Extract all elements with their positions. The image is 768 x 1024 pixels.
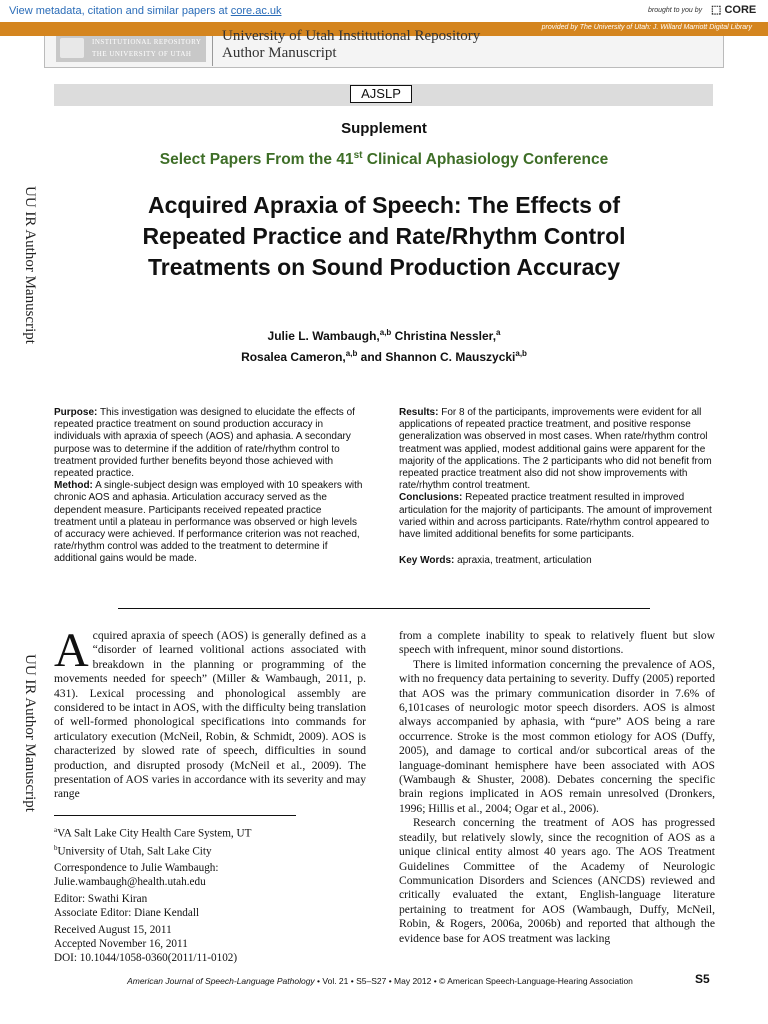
core-link-prefix: View metadata, citation and similar papers at [9,5,231,17]
footer-details: • Vol. 21 • S5–S27 • May 2012 • © American Speech-Language-Hearing Association [314,976,633,986]
abstract-method-text: A single-subject design was employed with 10 speakers with chronic AOS and aphasia. Articulation accuracy served as the dependent measure. Participants received repeated practice treatment until a plateau in performance was observed or high levels of accuracy were achieved. If performance criterion was not reached, rate/rhythm control was added to the treatment to determine if additional gains would be made. [54,480,363,565]
abstract-keywords [399,555,715,567]
abstract-right-column [399,407,715,567]
footnotes [54,823,366,965]
abstract-results [399,407,715,492]
abstract-keywords-label: Key Words: [399,555,455,567]
author-1: Julie L. Wambaugh, [267,329,380,343]
body-paragraph: There is limited information concerning the prevalence of AOS, with no frequency data pertaining to severity. Duffy (2005) reported that AOS was the primary communication disorder in 7.6% of 6,101cases of neurologic motor speech disorders. AOS is almost always accompanied by aphasia, with “pure” AOS being a rare occurrence. Stroke is the most common etiology for AOS (Duffy, 2005), and damage to cortical and/or subcortical areas of the language-dominant hemisphere have been associated with AOS (Wambaugh & Shuster, 2008). Debates concerning the specific brain regions implicated in AOS remain unresolved (Dronkers, 1996; Hillis et al., 2004; Ogar et al., 2006). [399,657,715,815]
doi-line[interactable]: DOI: 10.1044/1058-0360(2011/11-0102) [54,952,238,965]
select-papers-suffix: Clinical Aphasiology Conference [362,151,609,169]
correspondence-email[interactable]: Julie.wambaugh@health.utah.edu [54,876,206,889]
body-left-column [54,624,366,802]
affiliation-b-marker: b [54,843,58,852]
supplement-heading: Supplement [341,120,427,137]
body-paragraph: from a complete inability to speak to relatively fluent but slow speech with infrequent, minor sound distortions. [399,629,715,657]
affiliation-a-text: VA Salt Lake City Health Care System, UT [57,827,252,840]
core-logo[interactable] [711,3,756,16]
affiliation-b [54,841,366,859]
abstract-method [54,480,366,565]
correspondence-line: Correspondence to Julie Wambaugh: [54,862,219,875]
affiliation-a-marker: a [54,826,58,834]
abstract-conclusions-text: Repeated practice treatment resulted in improved articulation for the majority of participants. The amount of improvement varied within and across participants. Rate/rhythm control appeared to have limited additional benefits for some participants. [399,492,712,541]
body-paragraph [54,624,366,802]
select-papers-sup: st [353,150,363,161]
abstract-conclusions [399,492,715,541]
author-1-affil: a,b [379,328,392,337]
author-list [100,324,668,366]
abstract-left-column [54,407,366,566]
core-link-anchor[interactable]: core.ac.uk [230,5,282,17]
body-left-text: cquired apraxia of speech (AOS) is generally defined as a “disorder of learned volitional actions associated with breakdown in the planning or programming of the movements needed for speech” (Miller & Wambaugh, 2011, p. 431). Lexical processing and phonological assembly are considered to be intact in AOS, with the difficulty being translation of well-formed phonological specifications into commands for articulatory execution (McNeil, Robin, & Schmidt, 2009). AOS is characterized by slowed rate of speech, difficulties in sound production, and disrupted prosody (McNeil et al., 2009). The presentation of AOS varies in accordance with its severity and may range [54,629,366,801]
side-label-bottom: UU IR Author Manuscript [22,654,38,812]
core-logo-icon: ⬚ [711,4,722,16]
repository-logo-line1: INSTITUTIONAL REPOSITORY [92,38,202,46]
side-label-top: UU IR Author Manuscript [22,186,38,344]
footnote-rule [54,815,296,816]
article-title: Acquired Apraxia of Speech: The Effects of Repeated Practice and Rate/Rhythm Control Treatments on Sound Production Accuracy [142,192,626,280]
received-date: Received August 15, 2011 [54,924,172,937]
repository-logo-icon [60,38,84,58]
abstract-conclusions-label: Conclusions: [399,492,463,504]
author-3-affil: a,b [345,349,358,358]
repository-manuscript-label: Author Manuscript [222,45,337,61]
page-number: S5 [695,972,710,986]
abstract-purpose-text: This investigation was designed to elucidate the effects of repeated practice treatment on sound production accuracy in individuals with apraxia of speech (AOS) and aphasia. A secondary purpose was to determine if the addition of rate/rhythm control to treatment provided further benefits beyond those achieved with repeated practice. [54,407,355,480]
author-2: Christina Nessler, [391,329,497,343]
author-3: Rosalea Cameron, [241,350,346,364]
associate-editor-line: Associate Editor: Diane Kendall [54,907,200,920]
abstract-results-text: For 8 of the participants, improvements were evident for all applications of repeated practice treatment, and positive response generalization was observed in most cases. When rate/rhythm control treatment was applied, modest additional gains were apparent for the majority of the applications. The 2 participants who did not benefit from repeated practice treatment also did not show improvements with rate/rhythm control treatment. [399,407,712,492]
abstract-purpose [54,407,366,480]
select-papers-prefix: Select Papers From the 41 [159,151,354,169]
abstract-method-label: Method: [54,480,93,492]
core-logo-text: CORE [724,4,757,16]
repository-logo-line2: THE UNIVERSITY OF UTAH [92,50,192,58]
affiliation-b-text: University of Utah, Salt Lake City [57,845,212,858]
author-4-affil: a,b [515,349,527,358]
drop-cap: A [54,624,89,677]
provided-by-text[interactable]: provided by The University of Utah: J. Willard Marriott Digital Library [541,24,752,31]
abstract-divider [118,608,650,609]
author-2-affil: a [496,328,501,337]
accepted-date: Accepted November 16, 2011 [54,938,188,951]
abstract-keywords-text: apraxia, treatment, articulation [454,555,592,567]
journal-badge: AJSLP [350,85,412,103]
author-4: and Shannon C. Mauszycki [357,350,516,364]
body-paragraph: Research concerning the treatment of AOS has progressed steadily, but relatively slowly, since the recognition of AOS as a unique clinical entity almost 40 years ago. The AOS Treatment Guidelines Committee of the Academy of Neurologic Communication Disorders and Sciences (ANCDS) reviewed and critically evaluated the extant, English-language literature pertaining to treatment for AOS (Wambaugh, Duffy, McNeil, Robin, & Rogers, 2006a, 2006b) and reported that although the evidence base for AOS treatment was lacking [399,816,715,945]
repository-title: University of Utah Institutional Repository [222,28,481,44]
body-right-column [399,629,715,946]
footer-journal: American Journal of Speech-Language Pathology [127,976,315,986]
affiliation-a [54,823,366,841]
editor-line: Editor: Swathi Kiran [54,893,148,906]
repository-divider [212,36,213,66]
abstract-results-label: Results: [399,407,439,418]
core-metadata-link[interactable] [9,5,282,17]
page-footer [100,976,660,986]
abstract-purpose-label: Purpose: [54,407,98,418]
select-papers-heading [0,150,768,169]
core-brought-text: brought to you by [648,7,703,14]
